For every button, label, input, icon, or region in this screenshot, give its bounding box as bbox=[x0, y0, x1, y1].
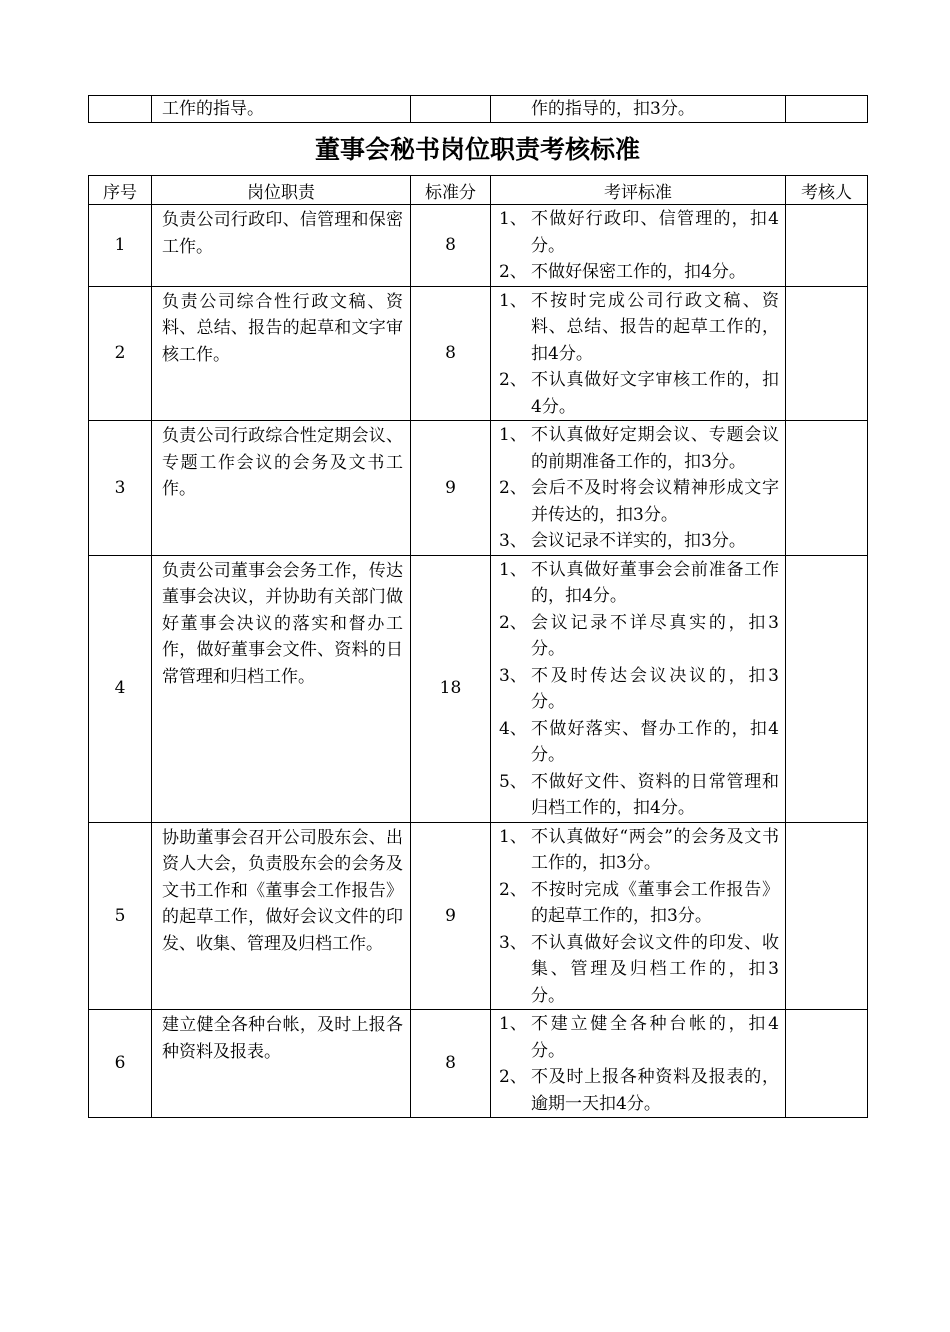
carryover-score-cell bbox=[411, 96, 491, 123]
row-no-cell: 5 bbox=[89, 822, 152, 1010]
criteria-item: 2、 不及时上报各种资料及报表的，逾期一天扣4分。 bbox=[499, 1067, 779, 1114]
page-title: 董事会秘书岗位职责考核标准 bbox=[314, 135, 640, 164]
row-score-cell: 9 bbox=[411, 822, 491, 1010]
criteria-item: 5、 不做好文件、资料的日常管理和归档工作的，扣4分。 bbox=[499, 771, 779, 818]
row-score-cell: 18 bbox=[411, 555, 491, 822]
carryover-table bbox=[88, 95, 868, 123]
row-score-cell: 8 bbox=[411, 1010, 491, 1118]
row-duty-cell: 负责公司董事会会务工作，传达董事会决议，并协助有关部门做好董事会决议的落实和督办工作，做好董事会文件、资料的日常管理和归档工作。 bbox=[152, 555, 411, 822]
row-criteria-cell bbox=[491, 555, 786, 822]
header-row bbox=[89, 176, 868, 205]
row-criteria-cell bbox=[491, 286, 786, 421]
row-duty-cell: 负责公司行政印、信管理和保密工作。 bbox=[152, 205, 411, 287]
criteria-item: 1、 不认真做好“两会”的会务及文书工作的，扣3分。 bbox=[499, 826, 779, 873]
row-assessor-cell bbox=[786, 822, 868, 1010]
row-no-cell: 3 bbox=[89, 421, 152, 556]
carryover-no-cell bbox=[89, 96, 152, 123]
assessment-table bbox=[88, 175, 868, 1118]
header-duty: 岗位职责 bbox=[152, 176, 411, 205]
criteria-item: 2、 不做好保密工作的，扣4分。 bbox=[499, 262, 746, 282]
row-duty-cell: 负责公司综合性行政文稿、资料、总结、报告的起草和文字审核工作。 bbox=[152, 286, 411, 421]
row-score-cell: 8 bbox=[411, 205, 491, 287]
criteria-item: 1、 不按时完成公司行政文稿、资料、总结、报告的起草工作的，扣4分。 bbox=[499, 290, 779, 364]
criteria-item: 2、 会议记录不详尽真实的，扣3分。 bbox=[499, 612, 779, 659]
row-duty-cell: 负责公司行政综合性定期会议、专题工作会议的会务及文书工作。 bbox=[152, 421, 411, 556]
table-row bbox=[89, 421, 868, 556]
row-no-cell: 6 bbox=[89, 1010, 152, 1118]
criteria-item: 2、 不认真做好文字审核工作的，扣4分。 bbox=[499, 370, 779, 417]
carryover-duty-cell: 工作的指导。 bbox=[152, 96, 411, 123]
header-no: 序号 bbox=[89, 176, 152, 205]
header-score: 标准分 bbox=[411, 176, 491, 205]
header-assessor: 考核人 bbox=[786, 176, 868, 205]
carryover-criteria-cell: 作的指导的，扣3分。 bbox=[491, 96, 786, 123]
table-row bbox=[89, 822, 868, 1010]
row-score-cell: 9 bbox=[411, 421, 491, 556]
criteria-item: 1、 不认真做好定期会议、专题会议的前期准备工作的，扣3分。 bbox=[499, 425, 779, 472]
row-duty-cell: 协助董事会召开公司股东会、出资人大会，负责股东会的会务及文书工作和《董事会工作报告》的起草工作，做好会议文件的印发、收集、管理及归档工作。 bbox=[152, 822, 411, 1010]
criteria-item: 2、 会后不及时将会议精神形成文字并传达的，扣3分。 bbox=[499, 478, 779, 525]
criteria-item: 3、 会议记录不详实的，扣3分。 bbox=[499, 531, 746, 551]
row-criteria-cell bbox=[491, 1010, 786, 1118]
row-no-cell: 1 bbox=[89, 205, 152, 287]
row-duty-cell: 建立健全各种台帐，及时上报各种资料及报表。 bbox=[152, 1010, 411, 1118]
carryover-assessor-cell bbox=[786, 96, 868, 123]
criteria-item: 1、 不认真做好董事会会前准备工作的，扣4分。 bbox=[499, 559, 779, 606]
row-no-cell: 4 bbox=[89, 555, 152, 822]
table-row bbox=[89, 205, 868, 287]
criteria-item: 2、 不按时完成《董事会工作报告》的起草工作的，扣3分。 bbox=[499, 879, 779, 926]
criteria-item: 4、 不做好落实、督办工作的，扣4分。 bbox=[499, 718, 779, 765]
carryover-row bbox=[89, 96, 868, 123]
criteria-item: 1、 不做好行政印、信管理的，扣4分。 bbox=[499, 209, 779, 256]
row-assessor-cell bbox=[786, 286, 868, 421]
row-score-cell: 8 bbox=[411, 286, 491, 421]
row-criteria-cell bbox=[491, 205, 786, 287]
row-criteria-cell bbox=[491, 822, 786, 1010]
row-assessor-cell bbox=[786, 205, 868, 287]
header-criteria: 考评标准 bbox=[491, 176, 786, 205]
row-assessor-cell bbox=[786, 555, 868, 822]
row-assessor-cell bbox=[786, 421, 868, 556]
criteria-item: 1、 不建立健全各种台帐的，扣4分。 bbox=[499, 1014, 779, 1061]
row-criteria-cell bbox=[491, 421, 786, 556]
row-assessor-cell bbox=[786, 1010, 868, 1118]
table-row bbox=[89, 1010, 868, 1118]
row-no-cell: 2 bbox=[89, 286, 152, 421]
criteria-item: 3、 不及时传达会议决议的，扣3分。 bbox=[499, 665, 779, 712]
criteria-item: 3、 不认真做好会议文件的印发、收集、管理及归档工作的，扣3分。 bbox=[499, 932, 779, 1006]
table-row bbox=[89, 555, 868, 822]
table-row bbox=[89, 286, 868, 421]
